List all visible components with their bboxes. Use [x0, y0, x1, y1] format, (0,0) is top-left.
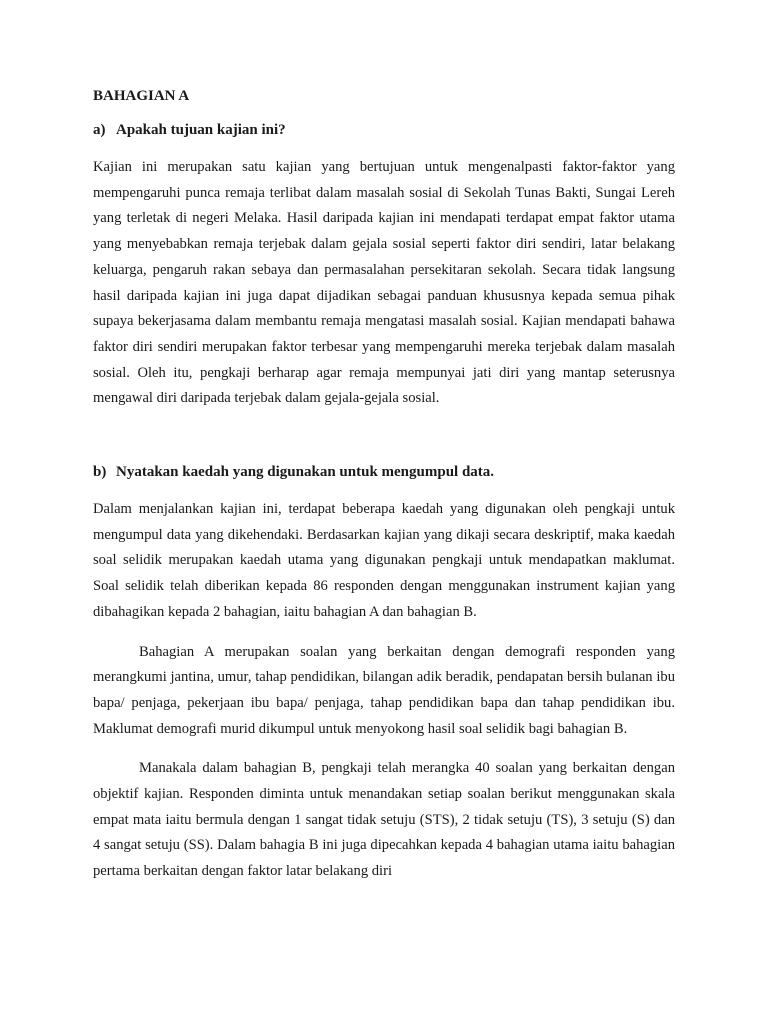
question-b-heading — [93, 462, 675, 482]
section-spacer — [93, 426, 675, 462]
answer-b-paragraph-2: Bahagian A merupakan soalan yang berkaitan dengan demografi responden yang merangkumi jantina, umur, tahap pendidikan, bilangan adik beradik, pendapatan bersih bulanan ibu bapa/ penjaga, pekerjaan ibu bapa/ penjaga, tahap pendidikan bapa dan tahap pendidikan ibu. Maklumat demografi murid dikumpul untuk menyokong hasil soal selidik bagi bahagian B. — [93, 643, 675, 737]
answer-b-paragraph-3: Manakala dalam bahagian B, pengkaji telah merangka 40 soalan yang berkaitan dengan objektif kajian. Responden diminta untuk menandakan setiap soalan berikut menggunakan skala empat mata iaitu bermula dengan 1 sangat tidak setuju (STS), 2 tidak setuju (TS), 3 setuju (S) dan 4 sangat setuju (SS). Dalam bahagia B ini juga dipecahkan kepada 4 bahagian utama iaitu bahagian pertama berkaitan dengan faktor latar belakang diri — [93, 760, 675, 880]
question-a-heading — [93, 120, 675, 140]
section-title: BAHAGIAN A — [93, 88, 190, 104]
answer-b-paragraph-1: Dalam menjalankan kajian ini, terdapat beberapa kaedah yang digunakan oleh pengkaji untuk mengumpul data yang dikehendaki. Berdasarkan kajian yang dikaji secara deskriptif, maka kaedah soal selidik merupakan kaedah utama yang digunakan pengkaji untuk mendapatkan maklumat. Soal selidik telah diberikan kepada 86 responden dengan menggunakan instrument kajian yang dibahagikan kepada 2 bahagian, iaitu bahagian A dan bahagian B. — [93, 501, 675, 620]
question-a-number: a) — [93, 122, 106, 138]
question-b-text: Nyatakan kaedah yang digunakan untuk mengumpul data. — [116, 464, 495, 481]
answer-a-paragraph: Kajian ini merupakan satu kajian yang bertujuan untuk mengenalpasti faktor-faktor yang mempengaruhi punca remaja terlibat dalam masalah sosial di Sekolah Tunas Bakti, Sungai Lereh yang terletak di negeri Melaka. Hasil daripada kajian ini mendapati terdapat empat faktor utama yang menyebabkan remaja terjebak dalam gejala sosial seperti faktor diri sendiri, latar belakang keluarga, pengaruh rakan sebaya dan permasalahan persekitaran sekolah. Secara tidak langsung hasil daripada kajian ini juga dapat dijadikan sebagai panduan khususnya kepada semua pihak supaya bekerjasama dalam membantu remaja mengatasi masalah sosial. Kajian mendapati bahawa faktor diri sendiri merupakan faktor terbesar yang mempengaruhi mereka terjebak dalam masalah sosial. Oleh itu, pengkaji berharap agar remaja mempunyai jati diri yang mantap seterusnya mengawal diri daripada terjebak dalam gejala-gejala sosial. — [93, 159, 675, 407]
question-a-text: Apakah tujuan kajian ini? — [116, 122, 286, 138]
document-page — [93, 86, 675, 899]
question-b-number: b) — [93, 464, 107, 481]
